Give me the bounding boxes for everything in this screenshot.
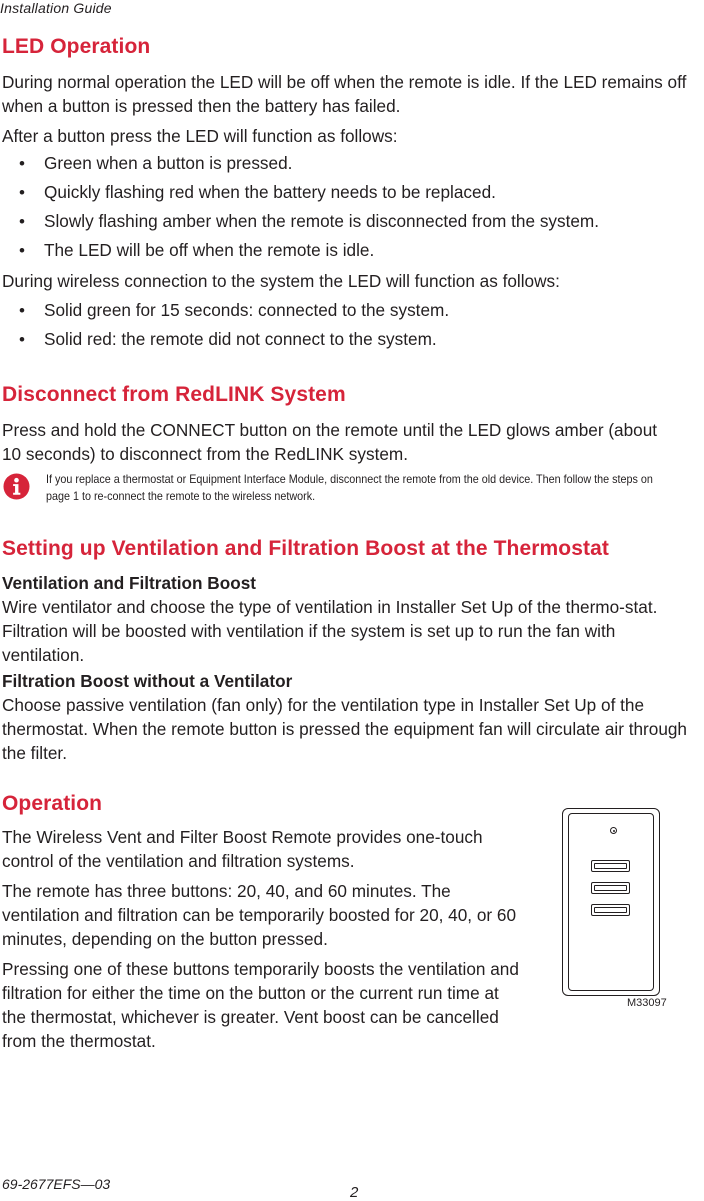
- led-intro-paragraph: During normal operation the LED will be off when the remote is idle. If the LED remains off when a button is pressed then the battery has failed.: [2, 72, 687, 116]
- disconnect-note: If you replace a thermostat or Equipment Interface Module, disconnect the remote from the old device. Then follow the steps on page 1 to re-connect the remote to the wireless network.: [46, 473, 653, 503]
- list-item: • Quickly flashing red when the battery needs to be replaced.: [0, 178, 599, 207]
- list-item: • Slowly flashing amber when the remote is disconnected from the system.: [0, 207, 599, 236]
- running-header: Installation Guide: [0, 0, 112, 16]
- operation-paragraph-1: The Wireless Vent and Filter Boost Remote provides one-touch control of the ventilation and filtration systems.: [2, 827, 483, 871]
- list-item: • Solid red: the remote did not connect to the system.: [0, 325, 449, 354]
- setup-sub2-body: Choose passive ventilation (fan only) for the ventilation type in Installer Set Up of the thermostat. When the remote button is pressed the equipment fan will circulate air through the filter.: [2, 695, 687, 763]
- disconnect-heading: Disconnect from RedLINK System: [2, 383, 346, 406]
- led-after-press-paragraph: After a button press the LED will function as follows:: [2, 126, 398, 146]
- led-wireless-paragraph: During wireless connection to the system the LED will function as follows:: [2, 271, 560, 291]
- setup-sub1-title: Ventilation and Filtration Boost: [2, 573, 256, 593]
- setup-sub2: [2, 669, 704, 765]
- setup-sub1-body: Wire ventilator and choose the type of ventilation in Installer Set Up of the thermo-stat. Filtration will be boosted with ventilation if the system is set up to run the fan with ventilation.: [2, 597, 658, 665]
- remote-button-60: [591, 904, 630, 916]
- info-icon: [3, 473, 30, 500]
- operation-paragraph-2: The remote has three buttons: 20, 40, and 60 minutes. The ventilation and filtration can be temporarily boosted for 20, 40, or 60 minutes, depending on the button pressed.: [2, 881, 517, 949]
- setup-sub1: [2, 571, 702, 667]
- page-number: 2: [350, 1184, 359, 1201]
- led-wireless-list: [0, 296, 449, 354]
- figure-code: M33097: [627, 997, 667, 1009]
- led-indicator: [610, 827, 617, 834]
- document-code: 69-2677EFS—03: [2, 1176, 111, 1192]
- list-item: • Solid green for 15 seconds: connected to the system.: [0, 296, 449, 325]
- remote-button-40: [591, 882, 630, 894]
- led-operation-heading: LED Operation: [2, 35, 151, 58]
- operation-paragraph-3: Pressing one of these buttons temporarily boosts the ventilation and filtration for either the time on the button or the current run time at the thermostat, whichever is greater. Vent boost can be cancelled from the thermostat.: [2, 959, 519, 1051]
- remote-illustration: [562, 808, 660, 996]
- setup-heading: Setting up Ventilation and Filtration Boost at the Thermostat: [2, 537, 609, 560]
- disconnect-paragraph: Press and hold the CONNECT button on the remote until the LED glows amber (about 10 seconds) to disconnect from the RedLINK system.: [2, 420, 658, 464]
- remote-button-20: [591, 860, 630, 872]
- setup-sub2-title: Filtration Boost without a Ventilator: [2, 671, 293, 691]
- list-item: • Green when a button is pressed.: [0, 149, 599, 178]
- led-after-press-list: [0, 149, 599, 265]
- operation-heading: Operation: [2, 792, 103, 815]
- list-item: • The LED will be off when the remote is idle.: [0, 236, 599, 265]
